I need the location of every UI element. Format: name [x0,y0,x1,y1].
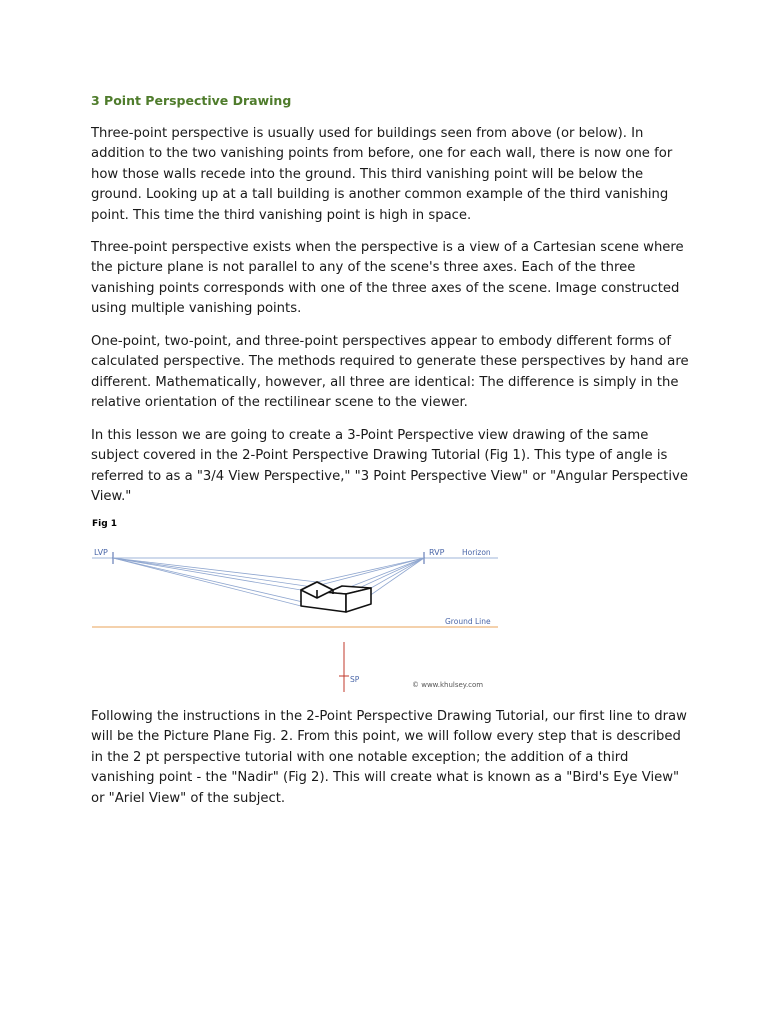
rvp-label: RVP [429,548,445,557]
lvp-label: LVP [94,548,108,557]
paragraph-1: Three-point perspective is usually used for buildings seen from above (or below). In addition to the two vanishing points from before, one for each wall, there is now one for how those walls recede into the ground. This third vanishing point will be below the ground. Looking up at a tall building is another common example of the third vanishing point. This time the third vanishing point is high in space. [91,126,673,223]
paragraph-2: Three-point perspective exists when the perspective is a view of a Cartesian scene where the picture plane is not parallel to any of the scene's three axes. Each of the three vanishing points corresponds with one of the three axes of the scene. Image constructed using multiple vanishing points. [91,240,684,317]
figure-caption: Fig 1 [92,519,118,529]
credit-label: © www.khulsey.com [412,681,484,689]
perspective-diagram [88,514,508,694]
box-object [301,582,371,612]
document-title: 3 Point Perspective Drawing [91,93,292,108]
horizon-label: Horizon [462,548,491,557]
paragraph-5: Following the instructions in the 2-Point Perspective Drawing Tutorial, our first line to draw will be the Picture Plane Fig. 2. From this point, we will follow every step that is described in the 2 pt perspective tutorial with one notable exception; the addition of a third vanishing point - the "Nadir" (Fig 2). This will create what is known as a "Bird's Eye View" or "Ariel View" of the subject. [91,709,687,806]
ground-line-label: Ground Line [445,617,491,626]
sp-label: SP [350,675,360,684]
paragraph-3: One-point, two-point, and three-point perspectives appear to embody different forms of calculated perspective. The methods required to generate these perspectives by hand are different. Mathematically, however, all three are identical: The difference is simply in the relative orientation of the rectilinear scene to the viewer. [91,334,689,411]
paragraph-4: In this lesson we are going to create a 3-Point Perspective view drawing of the same subject covered in the 2-Point Perspective Drawing Tutorial (Fig 1). This type of angle is referred to as a "3/4 View Perspective," "3 Point Perspective View" or "Angular Perspective View." [91,428,688,505]
figure-1 [88,514,508,694]
